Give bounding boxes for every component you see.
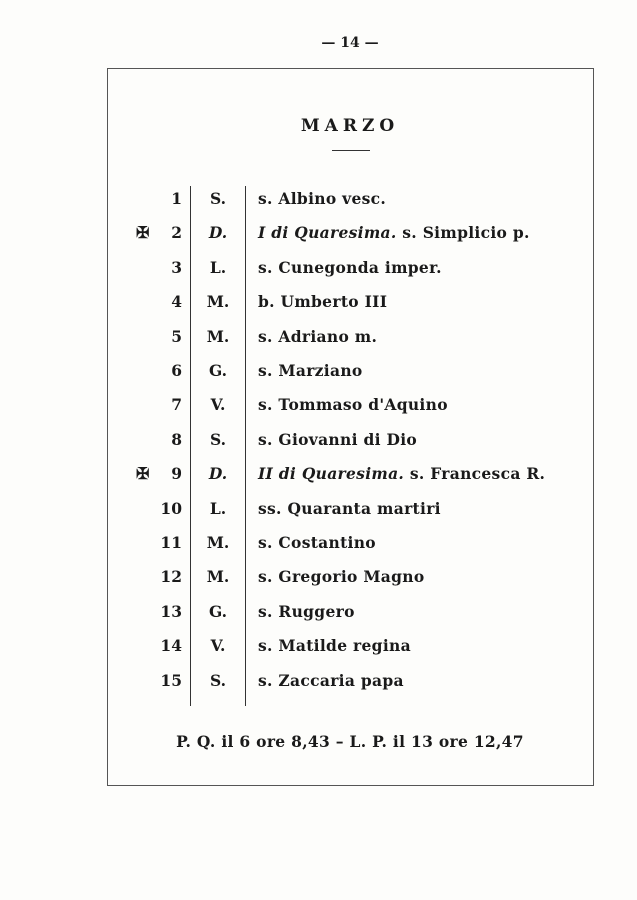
saint-name: s. Simplicio p. <box>396 223 530 243</box>
calendar-row <box>0 430 637 450</box>
saint-entry <box>258 327 377 346</box>
calendar-row <box>0 567 637 587</box>
weekday: M. <box>206 567 230 587</box>
calendar-row <box>0 636 637 656</box>
saint-name: ss. Quaranta martiri <box>258 498 441 518</box>
cross-icon: ✠ <box>136 464 150 484</box>
saint-name: s. Gregorio Magno <box>258 567 425 587</box>
saint-entry <box>258 189 386 208</box>
weekday: V. <box>210 636 226 656</box>
calendar-row <box>0 292 637 312</box>
day-number: 7 <box>171 395 182 415</box>
calendar-row <box>0 395 637 415</box>
saint-entry <box>258 430 417 449</box>
day-number: 1 <box>171 189 182 208</box>
day-number: 10 <box>160 498 182 518</box>
weekday: G. <box>208 361 228 380</box>
saint-entry <box>258 361 363 380</box>
calendar-row <box>0 258 637 278</box>
calendar-row <box>0 671 637 691</box>
day-number: 13 <box>160 601 182 621</box>
saint-entry <box>258 464 545 483</box>
saint-name: s. Ruggero <box>258 601 355 621</box>
weekday: M. <box>206 326 230 346</box>
saint-entry <box>258 533 376 552</box>
weekday: G. <box>208 601 228 621</box>
saint-entry <box>258 258 442 277</box>
calendar-row <box>0 464 637 484</box>
saint-name: s. Albino vesc. <box>258 189 387 208</box>
calendar-row <box>0 223 637 243</box>
page-number: — 14 — <box>321 35 379 51</box>
day-number: 14 <box>160 636 182 656</box>
weekday: M. <box>206 533 230 552</box>
calendar-row <box>0 533 637 553</box>
weekday: L. <box>209 257 227 277</box>
saint-entry <box>258 292 387 311</box>
weekday: S. <box>209 189 227 208</box>
weekday: D. <box>208 464 228 484</box>
weekday: M. <box>206 292 230 312</box>
day-number: 4 <box>171 292 182 312</box>
weekday: S. <box>209 670 227 690</box>
weekday: D. <box>208 223 228 243</box>
saint-entry <box>258 499 441 518</box>
weekday: L. <box>209 498 227 518</box>
title-rule <box>332 150 370 151</box>
calendar-row <box>0 189 637 209</box>
saint-name: s. Adriano m. <box>258 326 378 346</box>
saint-entry <box>258 223 530 242</box>
saint-name: s. Zaccaria papa <box>258 670 404 690</box>
saint-name: s. Cunegonda imper. <box>258 257 442 277</box>
day-number: 9 <box>171 464 182 484</box>
calendar-row <box>0 361 637 381</box>
day-number: 12 <box>160 567 182 587</box>
day-number: 15 <box>160 670 182 690</box>
day-number: 6 <box>171 361 182 380</box>
saint-name: s. Matilde regina <box>258 636 411 656</box>
calendar-row <box>0 499 637 519</box>
saint-entry <box>258 395 448 414</box>
saint-name: s. Tommaso d'Aquino <box>258 395 448 415</box>
moon-phases-footer: P. Q. il 6 ore 8,43 – L. P. il 13 ore 12,47 <box>176 732 524 751</box>
day-number: 2 <box>171 223 182 243</box>
cross-icon: ✠ <box>136 223 150 243</box>
weekday: S. <box>209 429 227 449</box>
day-number: 3 <box>171 257 182 277</box>
feast-name: I di Quaresima. <box>258 223 397 243</box>
month-title: MARZO <box>300 116 400 136</box>
saint-name: s. Giovanni di Dio <box>258 429 418 449</box>
saint-name: s. Francesca R. <box>404 464 546 484</box>
saint-entry <box>258 671 404 690</box>
calendar-row <box>0 327 637 347</box>
calendar-row <box>0 602 637 622</box>
day-number: 5 <box>171 326 182 346</box>
saint-entry <box>258 567 425 586</box>
feast-name: II di Quaresima. <box>258 464 405 484</box>
day-number: 11 <box>160 533 182 552</box>
saint-name: b. Umberto III <box>258 292 388 312</box>
saint-name: s. Marziano <box>258 361 363 380</box>
saint-entry <box>258 636 411 655</box>
weekday: V. <box>210 395 226 415</box>
day-number: 8 <box>171 429 182 449</box>
saint-name: s. Costantino <box>258 533 376 552</box>
saint-entry <box>258 602 355 621</box>
